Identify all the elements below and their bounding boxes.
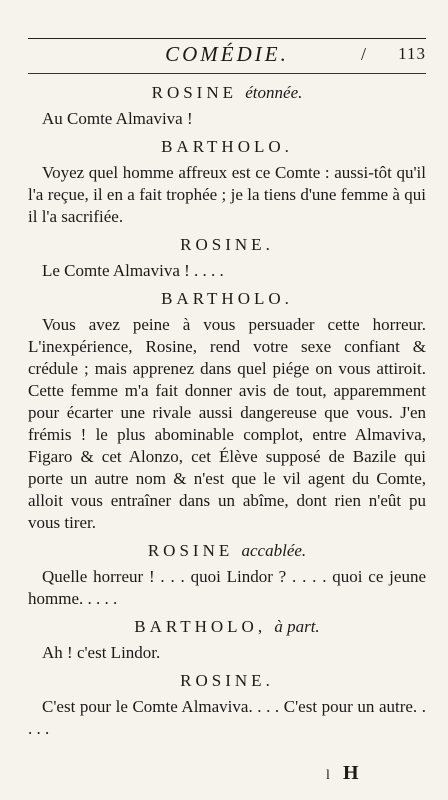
speaker-heading [28,670,426,692]
dialogue-line: Ah ! c'est Lindor. [42,643,161,662]
speaker-heading [28,288,426,310]
speaker-name: ROSINE [147,541,234,560]
signature-mark-letter: H [343,762,359,784]
stage-direction: étonnée. [245,83,303,102]
speaker-heading [28,136,426,158]
speaker-name: ROSINE. [180,671,274,690]
dialogue-line: Le Comte Almaviva ! . . . . [42,261,224,280]
speaker-heading [28,540,426,562]
speaker-heading [28,616,426,638]
speaker-heading [28,82,426,104]
dialogue-line: Vous avez peine à vous persuader cette horreur. L'inexpérience, Rosine, rend votre sexe confiant & crédule ; mais apprenez dans quel piége on vous attiroit. Cette femme m'a fait donner avis de tout, apparemment pour écarter une rivale aussi dangereuse que vous. J'en frémis ! le plus abominable complot, entre Almaviva, Figaro & cet Alonzo, cet Élève supposé de Bazile qui porte un autre nom & n'est que le vil agent du Comte, alloit vous entraîner dans un abîme, dont rien n'eût pu vous tirer. [28,315,426,532]
dialogue-line: Voyez quel homme affreux est ce Comte : aussi-tôt qu'il l'a reçue, il en a fait trophée ; je la tiens d'une femme à qui il l'a sacrifiée. [28,163,426,226]
dialogue-line: Au Comte Almaviva ! [42,109,193,128]
page-number: 113 [398,44,426,63]
stage-direction: accablée. [241,541,307,560]
margin-mark: / [361,44,367,64]
header-rule [28,73,426,74]
speaker-name: BARTHOLO, [134,617,267,636]
dialogue-line: C'est pour le Comte Almaviva. . . . C'est pour un autre. . . . . [28,697,426,738]
page-header [28,42,426,68]
speaker-name: BARTHOLO. [161,289,293,308]
stage-direction: à part. [274,617,320,636]
speaker-name: ROSINE. [180,235,274,254]
play-text [28,82,426,746]
speaker-name: BARTHOLO. [161,137,293,156]
running-title: COMÉDIE. [165,42,289,66]
signature-mark: l [326,768,330,783]
top-rule [28,38,426,39]
speaker-name: ROSINE [151,83,238,102]
dialogue-line: Quelle horreur ! . . . quoi Lindor ? . . . . quoi ce jeune homme. . . . . [28,567,426,608]
speaker-heading [28,234,426,256]
